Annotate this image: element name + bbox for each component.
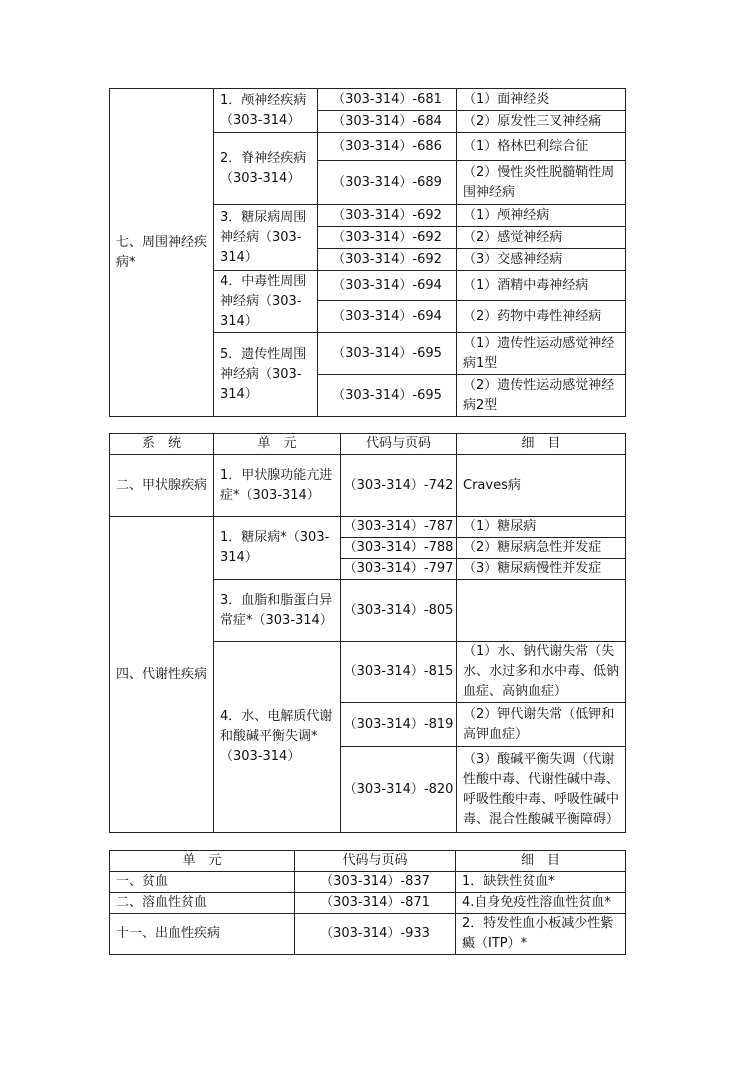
- code-cell: （303-314）-692: [318, 249, 457, 271]
- detail-cell: [457, 580, 626, 642]
- detail-cell: （1）水、钠代谢失常（失水、水过多和水中毒、低钠血症、高钠血症）: [457, 642, 626, 703]
- detail-cell: （3）交感神经病: [457, 249, 626, 271]
- system-cell: 二、甲状腺疾病: [110, 455, 214, 517]
- code-cell: （303-314）-692: [318, 205, 457, 227]
- detail-cell: （2）糖尿病急性并发症: [457, 538, 626, 559]
- detail-cell: （2）遗传性运动感觉神经病2型: [457, 375, 626, 417]
- code-cell: （303-314）-694: [318, 271, 457, 301]
- code-cell: （303-314）-787: [341, 517, 457, 538]
- code-cell: （303-314）-694: [318, 301, 457, 333]
- header-detail: 细 目: [456, 851, 626, 872]
- code-cell: （303-314）-805: [341, 580, 457, 642]
- system-cell: 四、代谢性疾病: [110, 517, 214, 833]
- code-cell: （303-314）-788: [341, 538, 457, 559]
- detail-cell: Craves病: [457, 455, 626, 517]
- detail-cell: （2）钾代谢失常（低钾和高钾血症）: [457, 703, 626, 747]
- code-cell: （303-314）-689: [318, 161, 457, 205]
- detail-cell: （2）慢性炎性脱髓鞘性周围神经病: [457, 161, 626, 205]
- code-cell: （303-314）-933: [295, 914, 456, 955]
- unit-cell: 3．血脂和脂蛋白异常症*（303-314）: [214, 580, 341, 642]
- detail-cell: 4.自身免疫性溶血性贫血*: [456, 893, 626, 914]
- unit-cell: 2．脊神经疾病（303-314）: [214, 133, 318, 205]
- code-cell: （303-314）-692: [318, 227, 457, 249]
- detail-cell: （1）糖尿病: [457, 517, 626, 538]
- detail-cell: （1）面神经炎: [457, 89, 626, 111]
- detail-cell: 1．缺铁性贫血*: [456, 872, 626, 893]
- code-cell: （303-314）-686: [318, 133, 457, 161]
- header-code: 代码与页码: [341, 434, 457, 455]
- unit-cell: 1．糖尿病*（303-314）: [214, 517, 341, 580]
- code-cell: （303-314）-684: [318, 111, 457, 133]
- header-unit: 单 元: [110, 851, 295, 872]
- header-system: 系 统: [110, 434, 214, 455]
- unit-cell: 1．颅神经疾病（303-314）: [214, 89, 318, 133]
- hematology-table: [109, 850, 626, 955]
- unit-cell: 一、贫血: [110, 872, 295, 893]
- detail-cell: （3）糖尿病慢性并发症: [457, 559, 626, 580]
- detail-cell: （1）格林巴利综合征: [457, 133, 626, 161]
- code-cell: （303-314）-820: [341, 747, 457, 833]
- detail-cell: （2）感觉神经病: [457, 227, 626, 249]
- unit-cell: 4．中毒性周围神经病（303-314）: [214, 271, 318, 333]
- code-cell: （303-314）-797: [341, 559, 457, 580]
- unit-cell: 1．甲状腺功能亢进症*（303-314）: [214, 455, 341, 517]
- code-cell: （303-314）-819: [341, 703, 457, 747]
- code-cell: （303-314）-695: [318, 375, 457, 417]
- system-cell: 七、周围神经疾病*: [110, 89, 214, 417]
- header-unit: 单 元: [214, 434, 341, 455]
- code-cell: （303-314）-681: [318, 89, 457, 111]
- code-cell: （303-314）-695: [318, 333, 457, 375]
- detail-cell: 2．特发性血小板减少性紫癜（ITP）*: [456, 914, 626, 955]
- detail-cell: （1）遗传性运动感觉神经病1型: [457, 333, 626, 375]
- unit-cell: 4．水、电解质代谢和酸碱平衡失调*（303-314）: [214, 642, 341, 833]
- code-cell: （303-314）-837: [295, 872, 456, 893]
- unit-cell: 3．糖尿病周围神经病（303-314）: [214, 205, 318, 271]
- code-cell: （303-314）-815: [341, 642, 457, 703]
- code-cell: （303-314）-871: [295, 893, 456, 914]
- unit-cell: 二、溶血性贫血: [110, 893, 295, 914]
- header-code: 代码与页码: [295, 851, 456, 872]
- detail-cell: （2）原发性三叉神经痛: [457, 111, 626, 133]
- unit-cell: 5．遗传性周围神经病（303-314）: [214, 333, 318, 417]
- code-cell: （303-314）-742: [341, 455, 457, 517]
- unit-cell: 十一、出血性疾病: [110, 914, 295, 955]
- peripheral-neuropathy-table: [109, 88, 626, 417]
- endocrine-metabolic-table: [109, 433, 626, 833]
- header-detail: 细 目: [457, 434, 626, 455]
- detail-cell: （2）药物中毒性神经病: [457, 301, 626, 333]
- detail-cell: （1）颅神经病: [457, 205, 626, 227]
- detail-cell: （3）酸碱平衡失调（代谢性酸中毒、代谢性碱中毒、呼吸性酸中毒、呼吸性碱中毒、混合性酸碱平衡障碍）: [457, 747, 626, 833]
- detail-cell: （1）酒精中毒神经病: [457, 271, 626, 301]
